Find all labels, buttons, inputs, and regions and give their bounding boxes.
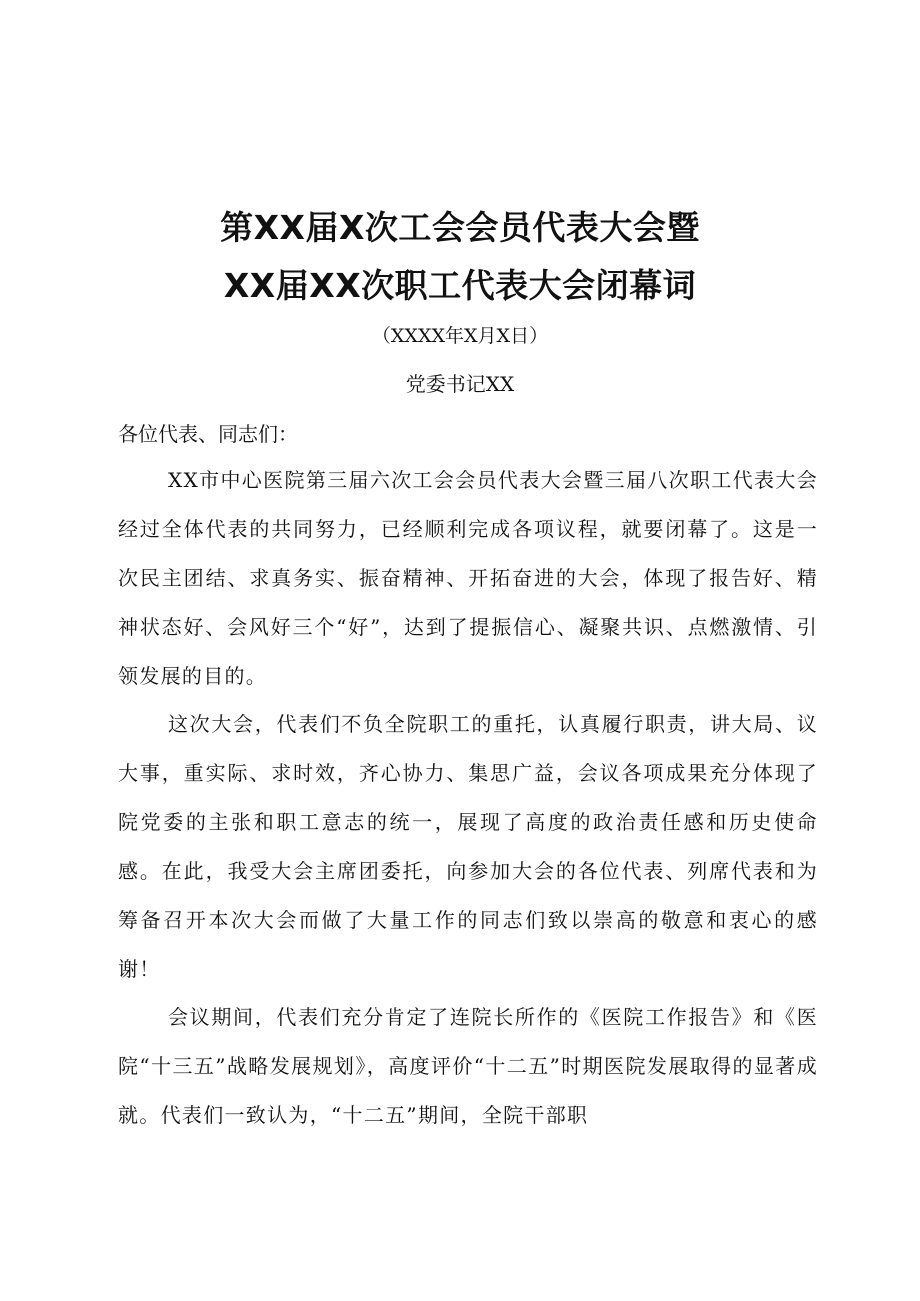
body-paragraph-2: 这次大会，代表们不负全院职工的重托，认真履行职责，讲大局、议大事，重实际、求时效，齐心协力、集思广益，会议各项成果充分体现了院党委的主张和职工意志的统一，展现了高度的政治责任感和历史使命感。在此，我受大会主席团委托，向参加大会的各位代表、列席代表和为筹备召开本次大会而做了大量工作的同志们致以崇高的敬意和衷心的感谢！ — [118, 712, 818, 981]
salutation: 各位代表、同志们： — [118, 422, 298, 446]
body-paragraph-1: XX市中心医院第三届六次工会会员代表大会暨三届八次职工代表大会经过全体代表的共同努力，已经顺利完成各项议程，就要闭幕了。这是一次民主团结、求真务实、振奋精神、开拓奋进的大会，体现了报告好、精神状态好、会风好三个“好”，达到了提振信心、凝聚共识、点燃激情、引领发展的目的。 — [118, 468, 818, 688]
document-date: （XXXX年X月X日） — [371, 325, 549, 347]
document-title-line-2: XX届XX次职工代表大会闭幕词 — [223, 266, 697, 305]
document-author: 党委书记XX — [405, 372, 515, 396]
body-paragraph-3: 会议期间，代表们充分肯定了连院长所作的《医院工作报告》和《医院“十三五”战略发展规划》，高度评价“十二五”时期医院发展取得的显著成就。代表们一致认为，“十二五”期间，全院干部职 — [118, 1005, 818, 1127]
document-title-line-1: 第XX届X次工会会员代表大会暨 — [220, 208, 700, 247]
